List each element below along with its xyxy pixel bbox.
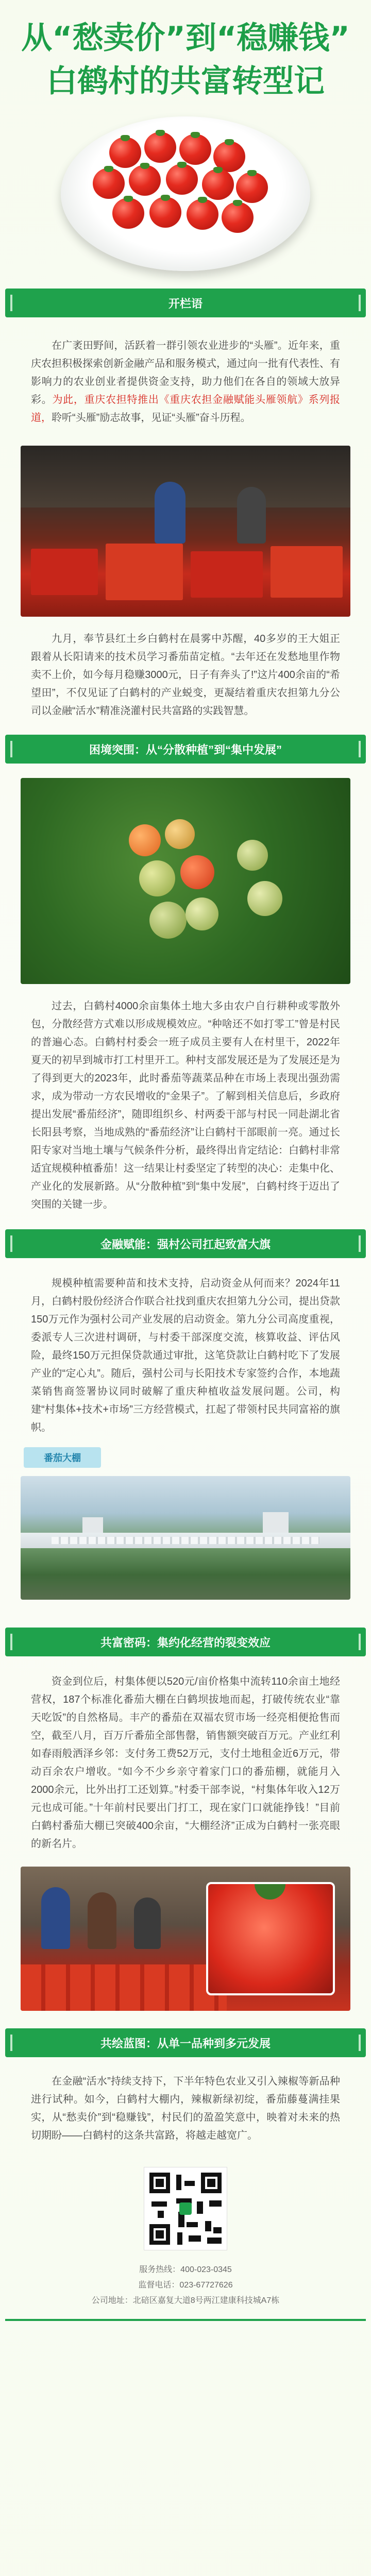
title-block xyxy=(0,0,371,103)
tomato-icon xyxy=(166,164,198,195)
qr-code[interactable] xyxy=(144,2167,227,2250)
section4-paragraph-1: 在金融“活水”持续支持下，下半年特色农业又引入辣椒等新品种进行试种。如今，白鹤村大棚内，辣椒新绿初绽，番茄藤蔓满挂果实，从“愁卖价”到“稳赚钱”，村民们的盈盈笑意中，映着对未来的热切期盼——白鹤村的这条共富路，将越走越宽广。 xyxy=(31,2076,340,2141)
tomato-icon xyxy=(202,169,234,200)
harvest-photo-collage xyxy=(21,1867,350,2011)
footer-divider xyxy=(5,2319,366,2321)
tomato-icon xyxy=(179,134,211,165)
tomato-icon xyxy=(144,132,176,163)
contact-info xyxy=(0,2262,371,2309)
section-title: 困境突围：从“分散种植”到“集中发展” xyxy=(89,743,282,756)
section-header-4 xyxy=(5,2028,366,2057)
tomato-closeup-photo xyxy=(206,1882,335,1995)
tomato-icon xyxy=(236,172,268,203)
section1-paragraph-1: 九月，奉节县红土乡白鹤村在晨雾中苏醒，40多岁的王大姐正跟着从长阳请来的技术员学习番茄苗定植。“去年还在发愁地里作物卖不上价，如今每月稳赚3000元，日子有奔头了!”这片400余亩的“希望田”，不仅见证了白鹤村的产业蜕变，更凝结着重庆农担第九分公司以金融“活水”精准浇灌村民共富路的实践智慧。 xyxy=(31,633,340,717)
tomato-icon xyxy=(93,168,125,199)
tomato-vine-photo xyxy=(21,778,350,984)
tomato-icon xyxy=(149,197,181,228)
tomato-icon xyxy=(129,165,161,196)
tomato-icon xyxy=(222,202,254,233)
intro-text: 在广袤田野间，活跃着一群引领农业进步的“头雁”。近年来，重庆农担积极探索创新金融产品和服务模式，通过向一批有代表性、有影响力的农业创业者提供资金支持，助力他们在各自的领域大放异彩。 xyxy=(31,340,340,405)
section-header-intro xyxy=(5,289,366,317)
section-title: 共绘蓝图：从单一品种到多元发展 xyxy=(100,2037,271,2050)
section-header-2 xyxy=(5,1229,366,1258)
intro-highlight: 为此，重庆农担特推出《重庆农担金融赋能头雁领航》系列报道， xyxy=(31,394,341,423)
section-header-3 xyxy=(5,1628,366,1656)
section-title: 金融赋能：强村公司扛起致富大旗 xyxy=(100,1238,271,1251)
greenhouse-photo xyxy=(21,1476,350,1600)
market-tomato-photo xyxy=(21,446,350,617)
supervise-phone-text: 监督电话：023-67727626 xyxy=(138,2281,233,2290)
greenhouse-tag: 番茄大棚 xyxy=(24,1447,101,1468)
intro-paragraph xyxy=(31,337,340,427)
tomato-icon xyxy=(112,198,144,229)
section-title: 开栏语 xyxy=(168,297,203,310)
address-text: 公司地址：北碚区嘉复大道8号两江建康科技城A7栋 xyxy=(91,2296,280,2305)
section2-paragraph-1: 规模种植需要种苗和技术支持，启动资金从何而来？2024年11月，白鹤村股份经济合作联合社找到重庆农担第九分公司，提出贷款150万元作为强村公司产业发展的启动资金。第九分公司高度重视，委派专人三次进村调研，与村委干部深度交流，核算收益、评估风险，最终150万元担保贷款通过审批，这笔贷款让白鹤村吃下了发展产业的“定心丸”。随后，强村公司与长阳技术专家签约合作，本地蔬菜销售商签署协议同时破解了重庆种植收益发展问题。公司，构建“村集体+技术+市场”三方经营模式，扛起了带领村民共同富裕的旗帜。 xyxy=(31,1278,340,1433)
tomato-icon xyxy=(187,199,218,230)
tomato-plate-illustration xyxy=(0,111,371,281)
section3-paragraph-1: 资金到位后，村集体便以520元/亩价格集中流转110余亩土地经营权，187个标准化番茄大棚在白鹤坝拔地而起，打破传统农业“靠天吃饭”的自然格局。丰产的番茄在双福农贸市场一经亮相便抢售而空，截至八月，百万斤番茄全部售罄，销售额突破百万元。产业红利如春雨般洒泽乡邻：支付务工费52万元，支付土地租金近6万元，带动百余农户增收。“如今不少乡亲守着家门口的番茄棚，就能月入2000余元，比外出打工还划算。”村委干部李说，“村集体年收入12万元也成可能。”十年前村民要出门打工，现在家门口就能挣钱！”目前白鹤村番茄大棚已突破400余亩，“大棚经济”正成为白鹤村一张亮眼的新名片。 xyxy=(31,1676,340,1850)
tomato-icon xyxy=(109,137,141,168)
greenhouse-figure xyxy=(0,1447,371,1622)
section1-paragraph-2: 过去，白鹤村4000余亩集体土地大多由农户自行耕种或零散外包，分散经营方式难以形成规模效应。“种啥还不如打零工”曾是村民的普遍心态。白鹤村村委会一班子成员主要有人在村里干，2022年夏天的初早到城市打工村里开工。种村支部发展还是为了发展还是为了得到更大的2023年，此时番茄等蔬菜品种在市场上表现出强劲需求，成为带动一方农民增收的“金果子”。了解到相关信息后，乡政府提出发展“番茄经济”，随即组织乡、村两委干部与村民一同赴湖北省长阳县考察，当地成熟的“番茄经济”让白鹤村干部眼前一亮。通过长阳专家对当地土壤与气候条件分析，最终得出肯定结论：白鹤村非常适宜规模种植番茄！这一结果让村委坚定了转型的决心：走集中化、产业化的发展新路。从“分散种植”到“集中发展”，白鹤村终于迈出了突围的关键一步。 xyxy=(31,1001,340,1210)
section-header-1 xyxy=(5,735,366,764)
intro-text-tail: 聆听“头雁”励志故事，见证“头雁”奋斗历程。 xyxy=(52,412,251,423)
title-line-1: 从“愁卖价”到“稳赚钱” xyxy=(21,20,350,56)
title-line-2: 白鹤村的共富转型记 xyxy=(46,63,325,99)
hotline-text: 服务热线：400-023-0345 xyxy=(139,2265,232,2274)
section-title: 共富密码：集约化经营的裂变效应 xyxy=(100,1636,271,1649)
